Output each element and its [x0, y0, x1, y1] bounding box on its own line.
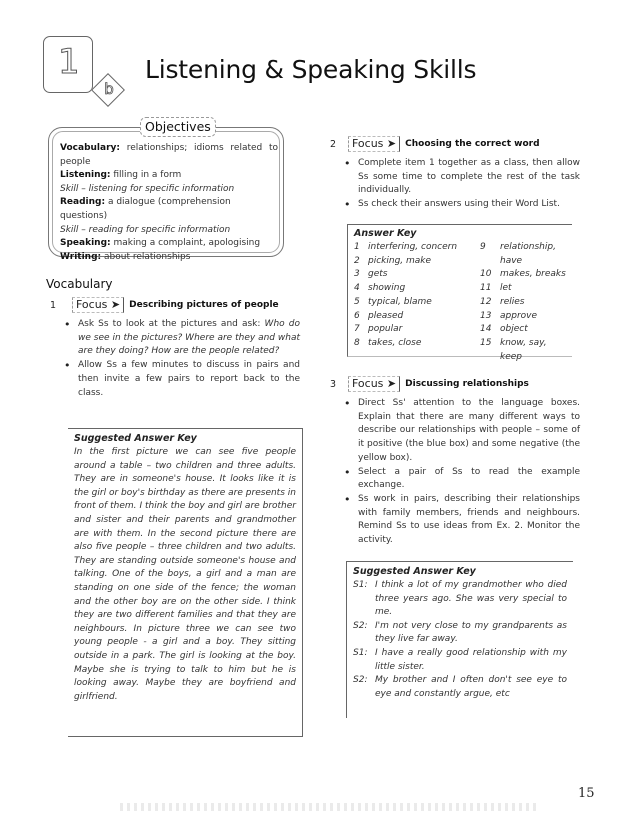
bullet-text: Allow Ss a few minutes to discuss in pairs and then invite a few pairs to report back to the class.	[78, 360, 300, 398]
objective-item	[60, 196, 278, 223]
objectives-list	[60, 142, 278, 264]
dialogue-line	[353, 647, 567, 674]
objective-text: – reading for specific information	[78, 224, 231, 235]
suggested-answer-box-1	[68, 428, 303, 737]
answer-box-text: In the first picture we can see five people around a table – two children and three adults. They are in someone's house. It looks like it is the girl or boy's birthday as there are presents in front of them. I think the boy and girl are brother and sister and their parents and grandmother are with them. In the second picture there are also five people – three children and two adults. They are standing outside someone's house and talking. One of the boys, a girl and a man are standing on one side of the fence; the woman and the other boy are on the other side. I think they are two different families and that they are neighbours. In picture three we can see two young people - a girl and a boy. They sitting outside in a park. The girl is looking at the boy. Maybe she is trying to talk to him but he is looking away. Maybe they are boyfriend and girlfriend.	[74, 447, 296, 702]
exercise-bullets	[62, 318, 300, 400]
answer-text: have	[500, 255, 523, 266]
exercise-1	[50, 297, 300, 400]
answer-number: 9	[480, 242, 486, 252]
exercise-bullets	[342, 397, 580, 548]
bullet-text: Select a pair of Ss to read the example exchange.	[358, 466, 580, 491]
answer-number: 4	[354, 283, 360, 294]
dialogue-line	[353, 579, 567, 620]
exercise-3	[330, 376, 580, 548]
answer-number: 7	[354, 324, 360, 335]
answer-key-grid	[354, 241, 566, 364]
exercise-header	[50, 297, 300, 313]
answer-key-title: Answer Key	[354, 228, 417, 239]
bullet-item	[342, 157, 580, 198]
answer-number: 2	[354, 255, 360, 266]
answer-text: interfering, concern	[368, 242, 458, 252]
dialogue-speaker: S1:	[353, 647, 368, 658]
answer-number: 5	[354, 296, 360, 307]
bullet-text: Complete item 1 together as a class, then allow Ss some time to complete the rest of the task individually.	[358, 158, 580, 196]
answer-text: approve	[500, 310, 538, 321]
answer-number	[480, 255, 500, 269]
section-heading-vocabulary: Vocabulary	[46, 277, 113, 291]
bullet-item	[342, 493, 580, 548]
page-title: Listening & Speaking Skills	[145, 55, 477, 84]
bullet-question: Who do we see in the pictures? Where are they and what are they doing? How are the people related?	[78, 319, 300, 357]
answer-text: popular	[368, 324, 403, 335]
focus-tag: Focus ➤	[72, 297, 124, 313]
answer-number: 10	[480, 269, 492, 280]
exercise-header	[330, 136, 580, 152]
dialogue-speaker: S1:	[353, 580, 368, 590]
footer-watermark	[120, 803, 540, 811]
suggested-answer-box-3	[346, 561, 573, 718]
objective-item	[60, 224, 278, 238]
answer-text: object	[500, 324, 528, 335]
answer-number: 6	[354, 310, 360, 321]
answer-number: 13	[480, 310, 492, 321]
bullet-item	[62, 318, 300, 359]
objective-text: about relationships	[101, 251, 191, 262]
answer-text: gets	[368, 269, 388, 280]
objectives-label: Objectives	[140, 117, 216, 137]
objective-text: making a complaint, apologising	[110, 238, 261, 249]
answer-text: showing	[368, 283, 406, 294]
answer-text: know, say, keep	[500, 337, 547, 362]
bullet-text: Ask Ss to look at the pictures and ask:	[78, 319, 265, 329]
objective-key: Skill	[60, 224, 79, 235]
objective-text: filling in a form	[110, 170, 182, 181]
bullet-item	[62, 359, 300, 400]
focus-tag: Focus ➤	[348, 376, 400, 392]
answer-number: 3	[354, 269, 360, 280]
dialogue-line	[353, 674, 567, 701]
dialogue-text: I have a really good relationship with my little sister.	[375, 647, 567, 672]
exercise-number: 3	[330, 378, 337, 390]
objective-item	[60, 169, 278, 183]
page-number: 15	[578, 786, 595, 801]
exercise-2	[330, 136, 580, 212]
dialogue-text: My brother and I often don't see eye to eye and constantly argue, etc	[375, 675, 567, 699]
dialogue-text: I think a lot of my grandmother who died three years ago. She was very special to me.	[375, 580, 567, 618]
objective-item	[60, 237, 278, 251]
answer-box-title: Suggested Answer Key	[353, 566, 476, 577]
answer-number: 15	[480, 337, 492, 348]
exercise-title: Choosing the correct word	[405, 139, 540, 149]
bullet-text: Ss work in pairs, describing their relationships with family members, friends and neighbours. Remind Ss to use ideas from Ex. 2. Monitor the activity.	[358, 493, 580, 546]
objective-text: – listening for specific information	[78, 183, 235, 194]
unit-number: 1	[58, 42, 80, 82]
objective-item	[60, 142, 278, 169]
objective-key: Speaking:	[60, 238, 111, 249]
answer-text: makes, breaks	[500, 269, 566, 280]
objective-item	[60, 183, 278, 197]
objective-key: Writing:	[60, 251, 102, 262]
exercise-number: 1	[50, 299, 57, 311]
exercise-bullets	[342, 157, 580, 212]
answer-text: typical, blame	[368, 296, 432, 307]
answer-number: 11	[480, 283, 492, 294]
answer-text: let	[500, 283, 512, 294]
exercise-title: Discussing relationships	[405, 379, 529, 389]
bullet-item	[342, 198, 580, 212]
answer-number: 8	[354, 337, 360, 348]
answer-box-title: Suggested Answer Key	[74, 433, 197, 444]
lesson-letter: b	[104, 80, 114, 98]
answer-number: 14	[480, 324, 492, 335]
objective-text: a dialogue (comprehension questions)	[60, 197, 231, 221]
answer-number: 12	[480, 296, 492, 307]
answer-key-box	[347, 224, 572, 362]
dialogue-text: I'm not very close to my grandparents as they live far away.	[375, 620, 567, 645]
answer-text: takes, close	[368, 337, 422, 348]
focus-tag: Focus ➤	[348, 136, 400, 152]
exercise-number: 2	[330, 138, 337, 150]
objective-key: Vocabulary:	[60, 143, 120, 153]
dialogue-line	[353, 620, 567, 647]
answer-text: relationship,	[500, 242, 556, 252]
answer-text: picking, make	[368, 255, 432, 266]
exercise-header	[330, 376, 580, 392]
bullet-text: Ss check their answers using their Word List.	[358, 199, 560, 210]
bullet-text: Direct Ss' attention to the language boxes. Explain that there are many different ways to describe our relationships with people – some of it positive (the blue box) and some negative (the yellow box).	[358, 398, 580, 463]
objective-key: Reading:	[60, 197, 106, 208]
answer-text: pleased	[368, 310, 404, 321]
dialogue-speaker: S2:	[353, 675, 368, 686]
bullet-item	[342, 397, 580, 466]
objective-text: relationships; idioms related to people	[60, 143, 278, 167]
dialogue-speaker: S2:	[353, 620, 368, 631]
objective-item	[60, 251, 278, 265]
objective-key: Listening:	[60, 170, 111, 181]
bullet-item	[342, 466, 580, 493]
objective-key: Skill	[60, 183, 79, 194]
answer-text: relies	[500, 296, 525, 307]
exercise-title: Describing pictures of people	[129, 300, 279, 310]
answer-number: 1	[354, 242, 360, 252]
